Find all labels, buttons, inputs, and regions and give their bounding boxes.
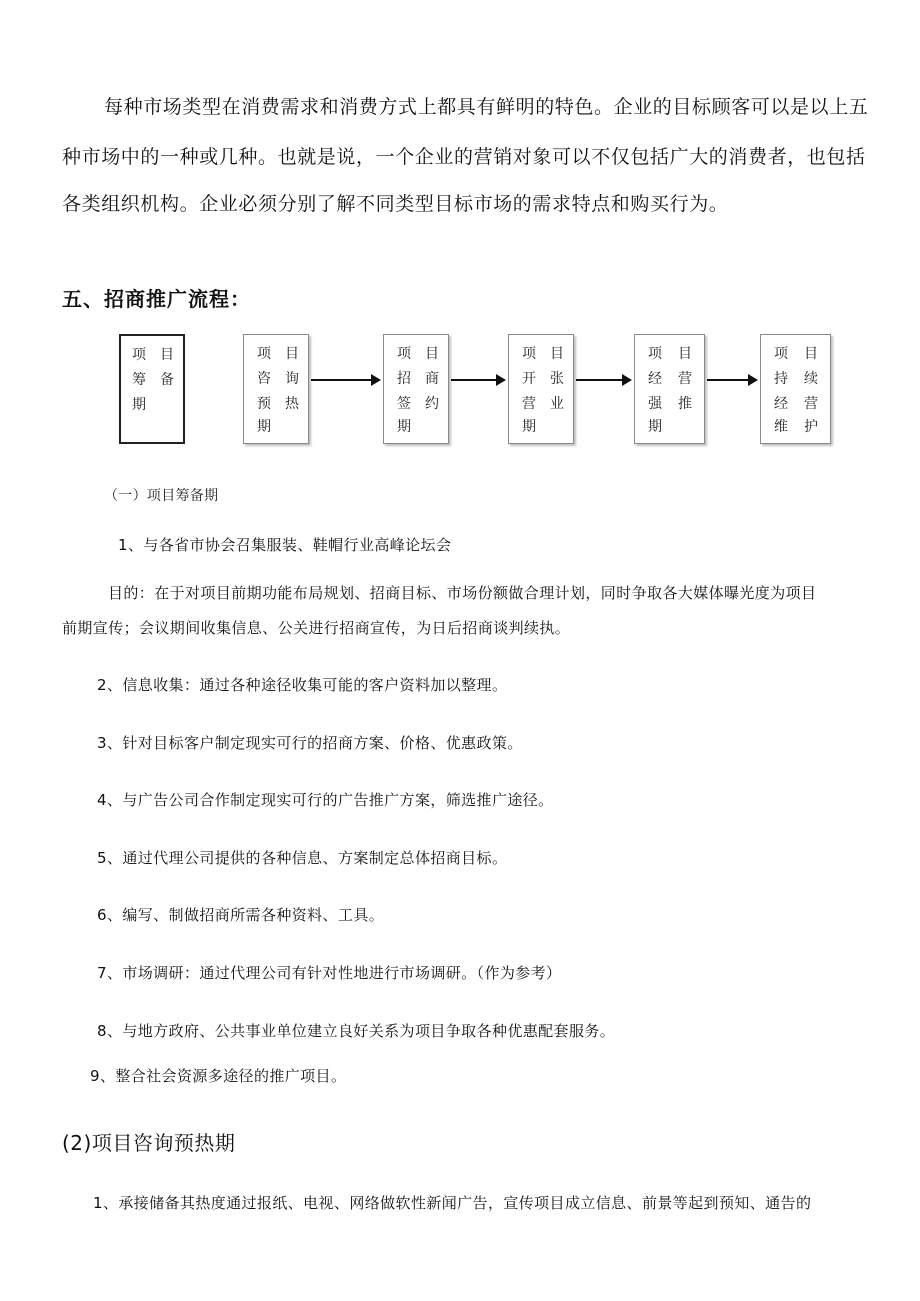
phase2-item-1: 1、承接储备其热度通过报纸、电视、网络做软性新闻广告，宣传项目成立信息、前景等起到预知、通告的 <box>93 1194 812 1212</box>
flow-char: 目 <box>804 346 818 362</box>
flow-char: 招 <box>397 371 411 387</box>
phase1-item-5: 5、通过代理公司提供的各种信息、方案制定总体招商目标。 <box>97 849 508 867</box>
phase1-item-3: 3、针对目标客户制定现实可行的招商方案、价格、优惠政策。 <box>97 734 523 752</box>
flow-char: 热 <box>285 396 299 412</box>
phase1-purpose-line-2: 前期宣传；会议期间收集信息、公关进行招商宣传，为日后招商谈判续执。 <box>62 619 571 637</box>
intro-line-2: 种市场中的一种或几种。也就是说，一个企业的营销对象可以不仅包括广大的消费者，也包括 <box>62 146 866 168</box>
flow-char: 续 <box>804 371 818 387</box>
flow-char: 营 <box>522 396 536 412</box>
flow-char: 期 <box>648 419 662 435</box>
phase1-item-8: 8、与地方政府、公共事业单位建立良好关系为项目争取各种优惠配套服务。 <box>97 1022 616 1040</box>
flow-char: 业 <box>550 396 564 412</box>
flow-char: 张 <box>550 371 564 387</box>
flow-char: 推 <box>678 396 692 412</box>
flow-char: 期 <box>397 419 411 435</box>
flow-char: 项 <box>774 346 788 362</box>
flow-char: 目 <box>550 346 564 362</box>
flow-char: 项 <box>522 346 536 362</box>
flow-char: 项 <box>257 346 271 362</box>
flow-char: 询 <box>285 371 299 387</box>
phase1-item-1: 1、与各省市协会召集服装、鞋帽行业高峰论坛会 <box>118 536 452 554</box>
flow-char: 期 <box>257 419 271 435</box>
flow-box-signing <box>383 334 449 444</box>
phase1-item-2: 2、信息收集：通过各种途径收集可能的客户资料加以整理。 <box>97 676 508 694</box>
flow-char: 筹 <box>132 372 146 388</box>
flow-char: 目 <box>425 346 439 362</box>
flow-box-consulting <box>243 334 309 444</box>
flow-char: 经 <box>648 371 662 387</box>
flow-char: 营 <box>678 371 692 387</box>
phase1-purpose-line-1: 目的：在于对项目前期功能布局规划、招商目标、市场份额做合理计划，同时争取各大媒体曝光度为项目 <box>108 584 817 602</box>
phase1-item-6: 6、编写、制做招商所需各种资料、工具。 <box>97 906 385 924</box>
flow-char: 经 <box>774 396 788 412</box>
flow-char: 持 <box>774 371 788 387</box>
flow-char: 目 <box>678 346 692 362</box>
flow-char: 护 <box>804 419 818 435</box>
flow-char: 项 <box>397 346 411 362</box>
flow-char: 预 <box>257 396 271 412</box>
flow-char: 期 <box>522 419 536 435</box>
flow-char: 维 <box>774 419 788 435</box>
phase1-item-4: 4、与广告公司合作制定现实可行的广告推广方案，筛选推广途径。 <box>97 791 554 809</box>
flow-char: 目 <box>160 347 174 363</box>
phase1-item-7: 7、市场调研：通过代理公司有针对性地进行市场调研。（作为参考） <box>97 964 562 982</box>
phase1-title: （一）项目筹备期 <box>104 488 219 504</box>
flow-char: 项 <box>648 346 662 362</box>
flow-char: 开 <box>522 371 536 387</box>
flow-arrow <box>451 379 504 381</box>
flow-arrow <box>707 379 756 381</box>
section-heading: 五、招商推广流程： <box>62 287 251 311</box>
flow-char: 期 <box>132 397 146 413</box>
flow-box-intensified-operation <box>634 334 705 444</box>
flow-box-sustained-maintenance <box>760 334 831 444</box>
flow-char: 项 <box>132 347 146 363</box>
flow-char: 约 <box>425 396 439 412</box>
flow-char: 商 <box>425 371 439 387</box>
flow-char: 备 <box>160 372 174 388</box>
phase2-title: (2)项目咨询预热期 <box>62 1131 236 1155</box>
intro-line-3: 各类组织机构。企业必须分别了解不同类型目标市场的需求特点和购买行为。 <box>62 193 729 215</box>
flow-char: 强 <box>648 396 662 412</box>
flow-char: 营 <box>804 396 818 412</box>
flow-char: 目 <box>285 346 299 362</box>
flow-arrow <box>311 379 379 381</box>
flow-box-opening <box>508 334 574 444</box>
flow-char: 咨 <box>257 371 271 387</box>
flow-arrow <box>576 379 630 381</box>
flow-char: 签 <box>397 396 411 412</box>
phase1-item-9: 9、整合社会资源多途径的推广项目。 <box>90 1067 347 1085</box>
intro-line-1: 每种市场类型在消费需求和消费方式上都具有鲜明的特色。企业的目标顾客可以是以上五 <box>104 96 869 118</box>
flow-box-preparation <box>119 334 185 444</box>
